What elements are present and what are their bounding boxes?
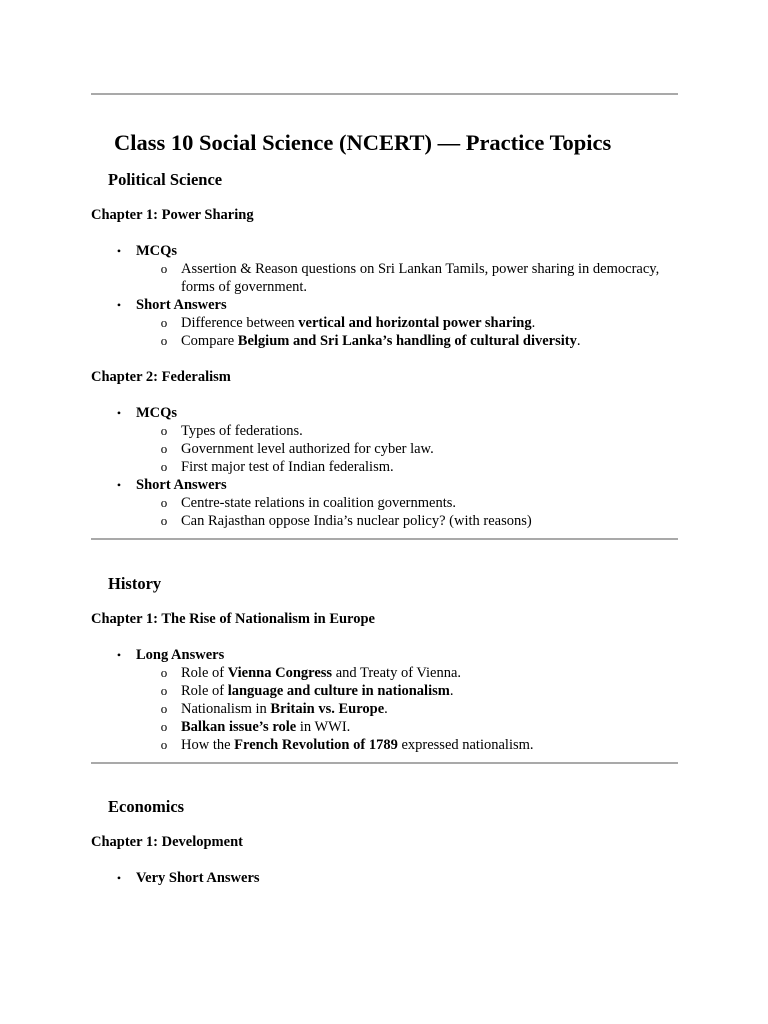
category-label: Very Short Answers bbox=[136, 870, 260, 886]
circle-bullet-icon: o bbox=[160, 261, 168, 276]
bullet-icon: • bbox=[116, 406, 122, 420]
item-emphasis: Vienna Congress bbox=[227, 665, 333, 681]
chapter-title-federalism: Chapter 2: Federalism bbox=[91, 369, 231, 385]
sub-list bbox=[136, 314, 678, 350]
list-item bbox=[136, 682, 678, 700]
list-item bbox=[136, 512, 678, 530]
list-item bbox=[136, 260, 678, 296]
circle-bullet-icon: o bbox=[160, 423, 168, 438]
list-item bbox=[136, 422, 678, 440]
list-item bbox=[136, 718, 678, 736]
list-item bbox=[91, 404, 678, 476]
document-page bbox=[91, 0, 678, 887]
circle-bullet-icon: o bbox=[160, 495, 168, 510]
item-text: Difference between bbox=[181, 315, 299, 331]
sub-list bbox=[136, 422, 678, 476]
circle-bullet-icon: o bbox=[160, 737, 168, 752]
item-emphasis: French Revolution of 1789 bbox=[234, 737, 398, 753]
list-item bbox=[91, 242, 678, 296]
circle-bullet-icon: o bbox=[160, 315, 168, 330]
chapter-title-power-sharing: Chapter 1: Power Sharing bbox=[91, 207, 254, 223]
item-text: expressed nationalism. bbox=[397, 737, 534, 753]
item-text: First major test of Indian federalism. bbox=[181, 459, 394, 475]
list-item bbox=[91, 476, 678, 530]
list-item bbox=[136, 332, 678, 350]
circle-bullet-icon: o bbox=[160, 459, 168, 474]
circle-bullet-icon: o bbox=[160, 719, 168, 734]
list-item bbox=[91, 869, 678, 887]
item-text: Centre-state relations in coalition governments. bbox=[181, 495, 457, 511]
sub-list bbox=[136, 494, 678, 530]
item-emphasis: Belgium and Sri Lanka’s handling of cultural diversity bbox=[237, 333, 577, 349]
sub-list bbox=[136, 260, 678, 296]
item-emphasis: Britain vs. Europe bbox=[270, 701, 385, 717]
section-heading-economics: Economics bbox=[108, 797, 185, 816]
item-text: Role of bbox=[181, 683, 228, 699]
list-item bbox=[136, 314, 678, 332]
divider-history bbox=[91, 538, 678, 540]
page-title: Class 10 Social Science (NCERT) — Practice Topics bbox=[114, 130, 612, 155]
bullet-icon: • bbox=[116, 478, 122, 492]
topic-list-development bbox=[91, 869, 678, 887]
item-emphasis: Balkan issue’s role bbox=[181, 719, 297, 735]
list-item bbox=[136, 494, 678, 512]
item-text: Government level authorized for cyber law. bbox=[181, 441, 434, 457]
list-item bbox=[136, 700, 678, 718]
list-item bbox=[136, 736, 678, 754]
category-label: MCQs bbox=[136, 405, 178, 421]
item-text: . bbox=[531, 315, 536, 331]
circle-bullet-icon: o bbox=[160, 441, 168, 456]
category-label: Short Answers bbox=[136, 477, 227, 493]
bullet-icon: • bbox=[116, 871, 122, 885]
divider-top bbox=[91, 93, 678, 95]
item-text: Role of bbox=[181, 665, 228, 681]
list-item bbox=[136, 440, 678, 458]
item-text: . bbox=[384, 701, 388, 717]
bullet-icon: • bbox=[116, 648, 122, 662]
item-text: in WWI. bbox=[296, 719, 351, 735]
circle-bullet-icon: o bbox=[160, 513, 168, 528]
item-text: Compare bbox=[181, 333, 238, 349]
circle-bullet-icon: o bbox=[160, 665, 168, 680]
list-item bbox=[91, 296, 678, 350]
section-heading-political-science: Political Science bbox=[108, 170, 223, 189]
divider-economics bbox=[91, 762, 678, 764]
list-item bbox=[136, 664, 678, 682]
item-text: Types of federations. bbox=[181, 423, 303, 439]
circle-bullet-icon: o bbox=[160, 683, 168, 698]
bullet-icon: • bbox=[116, 298, 122, 312]
topic-list-power-sharing bbox=[91, 242, 678, 350]
item-text: Assertion & Reason questions on Sri Lankan Tamils, power sharing in democracy, forms of government. bbox=[181, 261, 660, 295]
topic-list-nationalism bbox=[91, 646, 678, 754]
category-label: MCQs bbox=[136, 243, 178, 259]
category-label: Short Answers bbox=[136, 297, 227, 313]
item-text: Can Rajasthan oppose India’s nuclear policy? (with reasons) bbox=[181, 513, 532, 529]
list-item bbox=[136, 458, 678, 476]
item-text: . bbox=[449, 683, 454, 699]
item-text: Nationalism in bbox=[181, 701, 271, 717]
item-text: and Treaty of Vienna. bbox=[332, 665, 462, 681]
item-emphasis: vertical and horizontal power sharing bbox=[298, 315, 532, 331]
circle-bullet-icon: o bbox=[160, 701, 168, 716]
item-text: . bbox=[576, 333, 581, 349]
circle-bullet-icon: o bbox=[160, 333, 168, 348]
section-heading-history: History bbox=[108, 574, 162, 593]
chapter-title-nationalism-europe: Chapter 1: The Rise of Nationalism in Europe bbox=[91, 611, 375, 627]
sub-list bbox=[136, 664, 678, 754]
list-item bbox=[91, 646, 678, 754]
item-text: How the bbox=[181, 737, 235, 753]
chapter-title-development: Chapter 1: Development bbox=[91, 834, 243, 850]
category-label: Long Answers bbox=[136, 647, 225, 663]
topic-list-federalism bbox=[91, 404, 678, 530]
item-emphasis: language and culture in nationalism bbox=[227, 683, 450, 699]
bullet-icon: • bbox=[116, 244, 122, 258]
